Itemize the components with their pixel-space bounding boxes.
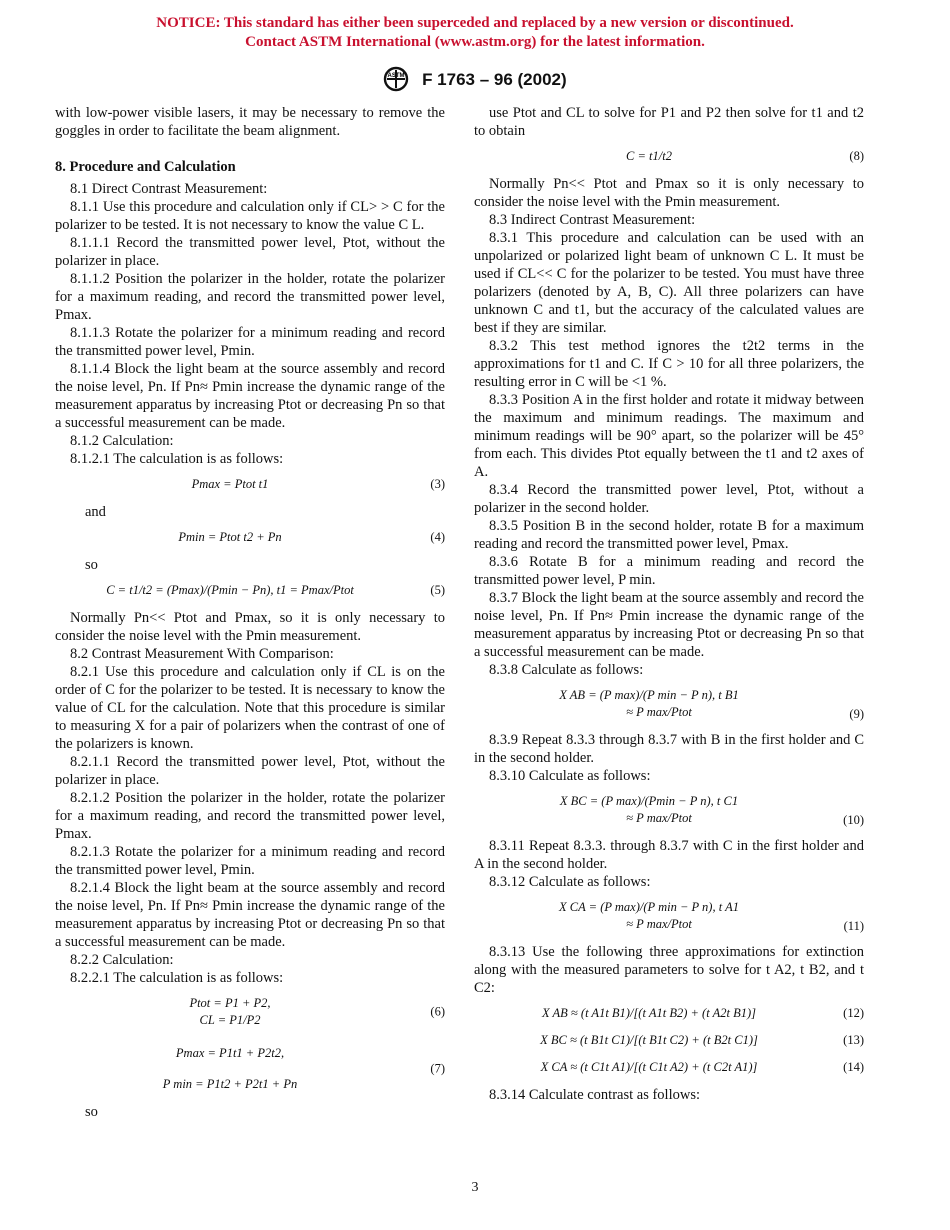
paragraph: 8.2.1.3 Rotate the polarizer for a minimum reading and record the transmitted power level, Pmin. [55,844,445,878]
equation-line: Pmax = P1t1 + P2t2, [175,1046,285,1060]
notice-line-2: Contact ASTM International (www.astm.org) for the latest information. [245,34,705,50]
equation-line: ≈ P max/Ptot [626,917,692,931]
equation-3 [55,476,445,493]
paragraph: 8.3.4 Record the transmitted power level, Ptot, without a polarizer in the second holder. [474,482,864,516]
equation-number: (6) [430,1004,445,1019]
paragraph: with low-power visible lasers, it may be necessary to remove the goggles in order to facilitate the beam alignment. [55,105,445,139]
equation-13 [474,1032,864,1049]
equation-line: P min = P1t2 + P2t1 + Pn [162,1077,298,1091]
paragraph: 8.2.1 Use this procedure and calculation only if CL is on the order of C for the polarizer to be tested. It is necessary to know the value of CL for the calculation. Note that this procedure is similar to measuring X for a pair of polarizers when the contrast of one of the polarizers is known. [55,664,445,752]
paragraph: 8.2.1.2 Position the polarizer in the holder, rotate the polarizer for a maximum reading, and record the transmitted power level, Pmax. [55,790,445,842]
paragraph: 8.3.5 Position B in the second holder, rotate B for a maximum reading and record the transmitted power level, Pmax. [474,518,864,552]
paragraph: 8.1.1.4 Block the light beam at the source assembly and record the noise level, Pn. If Pn≈ Pmin increase the dynamic range of the measurement apparatus by increasing Ptot or decreasing Pn so that a successful measurement can be made. [55,361,445,431]
equation-body: C = t1/t2 [626,149,672,163]
paragraph: 8.3.3 Position A in the first holder and rotate it midway between the maximum and minimum readings. The maximum and minimum readings will be 90° apart, so the polarizer will be 45° from each. This divides Ptot equally between the t1 and t2 axes of A. [474,392,864,480]
equation-10 [474,793,864,827]
paragraph: 8.2 Contrast Measurement With Comparison: [70,646,334,662]
connector-text: so [85,1104,98,1120]
equation-4 [55,529,445,546]
equation-number: (13) [843,1033,864,1047]
left-column [55,104,445,1121]
paragraph: 8.3.13 Use the following three approximations for extinction along with the measured parameters to solve for t A2, t B2, and t C2: [474,944,864,996]
notice-line-1: NOTICE: This standard has either been superceded and replaced by a new version or discontinued. [156,15,794,31]
paragraph: 8.1.2 Calculation: [70,433,174,449]
paragraph: 8.3.12 Calculate as follows: [489,874,651,890]
equation-9 [474,687,864,721]
paragraph: 8.3.8 Calculate as follows: [489,662,644,678]
equation-number: (5) [430,583,445,597]
paragraph: 8.3.9 Repeat 8.3.3 through 8.3.7 with B in the first holder and C in the second holder. [474,732,864,766]
equation-body: X CA ≈ (t C1t A1)/[(t C1t A2) + (t C2t A1)] [540,1060,758,1074]
equation-line: Ptot = P1 + P2, [189,996,271,1010]
paragraph: 8.2.2 Calculation: [70,952,174,968]
paragraph: 8.3.7 Block the light beam at the source assembly and record the noise level, Pn. If Pn≈ Pmin increase the dynamic range of the measurement apparatus by increasing Ptot or decreasing Pn so that a successful measurement can be made. [474,590,864,660]
paragraph: 8.3.10 Calculate as follows: [489,768,651,784]
section-heading: 8. Procedure and Calculation [55,159,236,175]
equation-body: Pmin = Ptot t2 + Pn [178,530,282,544]
equation-7 [55,1045,445,1093]
equation-14 [474,1059,864,1076]
designation: F 1763 – 96 (2002) [422,70,567,89]
equation-line: X AB = (P max)/(P min − P n), t B1 [559,688,739,702]
connector-text: so [85,557,98,573]
paragraph: 8.1 Direct Contrast Measurement: [70,181,268,197]
paragraph: 8.1.1.3 Rotate the polarizer for a minimum reading and record the transmitted power level, Pmin. [55,325,445,359]
paragraph: Normally Pn<< Ptot and Pmax, so it is only necessary to consider the noise level with the Pmin measurement. [55,610,445,644]
paragraph: 8.2.2.1 The calculation is as follows: [70,970,284,986]
equation-number: (12) [843,1006,864,1020]
equation-line: ≈ P max/Ptot [626,811,692,825]
equation-12 [474,1005,864,1022]
paragraph: 8.1.1.1 Record the transmitted power level, Ptot, without the polarizer in place. [55,235,445,269]
paragraph: 8.3 Indirect Contrast Measurement: [489,212,696,228]
equation-6 [55,995,445,1029]
document-header [0,66,950,92]
equation-number: (7) [430,1061,445,1076]
right-column [474,104,864,1104]
logo-text: ASTM [387,73,405,79]
paragraph: 8.1.1.2 Position the polarizer in the holder, rotate the polarizer for a maximum reading, and record the transmitted power level, Pmax. [55,271,445,323]
paragraph: 8.1.2.1 The calculation is as follows: [70,451,284,467]
equation-number: (4) [430,530,445,544]
equation-line: X CA = (P max)/(P min − P n), t A1 [559,900,739,914]
equation-number: (8) [849,149,864,163]
paragraph: Normally Pn<< Ptot and Pmax so it is only necessary to consider the noise level with the Pmin measurement. [474,176,864,210]
notice-banner [0,14,950,52]
paragraph: 8.2.1.1 Record the transmitted power level, Ptot, without the polarizer in place. [55,754,445,788]
equation-body: X AB ≈ (t A1t B1)/[(t A1t B2) + (t A2t B1)] [541,1006,756,1020]
paragraph: 8.2.1.4 Block the light beam at the source assembly and record the noise level, Pn. If Pn≈ Pmin increase the dynamic range of the measurement apparatus by increasing Ptot or decreasing Pn so that a successful measurement can be made. [55,880,445,950]
paragraph: 8.3.2 This test method ignores the t2t2 terms in the approximations for t1 and C. If C > 10 for all three polarizers, the resulting error in C will be <1 %. [474,338,864,390]
equation-number: (3) [430,477,445,491]
equation-line: CL = P1/P2 [199,1013,261,1027]
equation-number: (11) [843,919,864,933]
equation-8 [474,148,864,165]
paragraph: use Ptot and CL to solve for P1 and P2 then solve for t1 and t2 to obtain [474,105,864,139]
equation-11 [474,899,864,933]
astm-logo-icon [383,66,411,92]
paragraph: 8.3.11 Repeat 8.3.3. through 8.3.7 with C in the first holder and A in the second holder. [474,838,864,872]
equation-number: (10) [843,813,864,827]
equation-body: X BC ≈ (t B1t C1)/[(t B1t C2) + (t B2t C1)] [540,1033,758,1047]
equation-number: (9) [849,707,864,721]
paragraph: 8.3.1 This procedure and calculation can be used with an unpolarized or polarized light beam of unknown C L. It must be used if CL<< C for the polarizer to be tested. You must have three polarizers (denoted by A, B, C). All three polarizers can have unknown C and t1, but the accuracy of the calculated values are best if they are similar. [474,230,864,336]
connector-text: and [85,504,106,520]
equation-line: X BC = (P max)/(Pmin − P n), t C1 [559,794,739,808]
paragraph: 8.3.14 Calculate contrast as follows: [489,1087,701,1103]
equation-number: (14) [843,1060,864,1074]
equation-body: Pmax = Ptot t1 [191,477,269,491]
equation-5 [55,582,445,599]
equation-body: C = t1/t2 = (Pmax)/(Pmin − Pn), t1 = Pmax/Ptot [106,583,354,597]
equation-line: ≈ P max/Ptot [626,705,692,719]
paragraph: 8.3.6 Rotate B for a minimum reading and record the transmitted power level, P min. [474,554,864,588]
page-number: 3 [471,1180,479,1195]
paragraph: 8.1.1 Use this procedure and calculation only if CL> > C for the polarizer to be tested. It is not necessary to know the value C L. [55,199,445,233]
